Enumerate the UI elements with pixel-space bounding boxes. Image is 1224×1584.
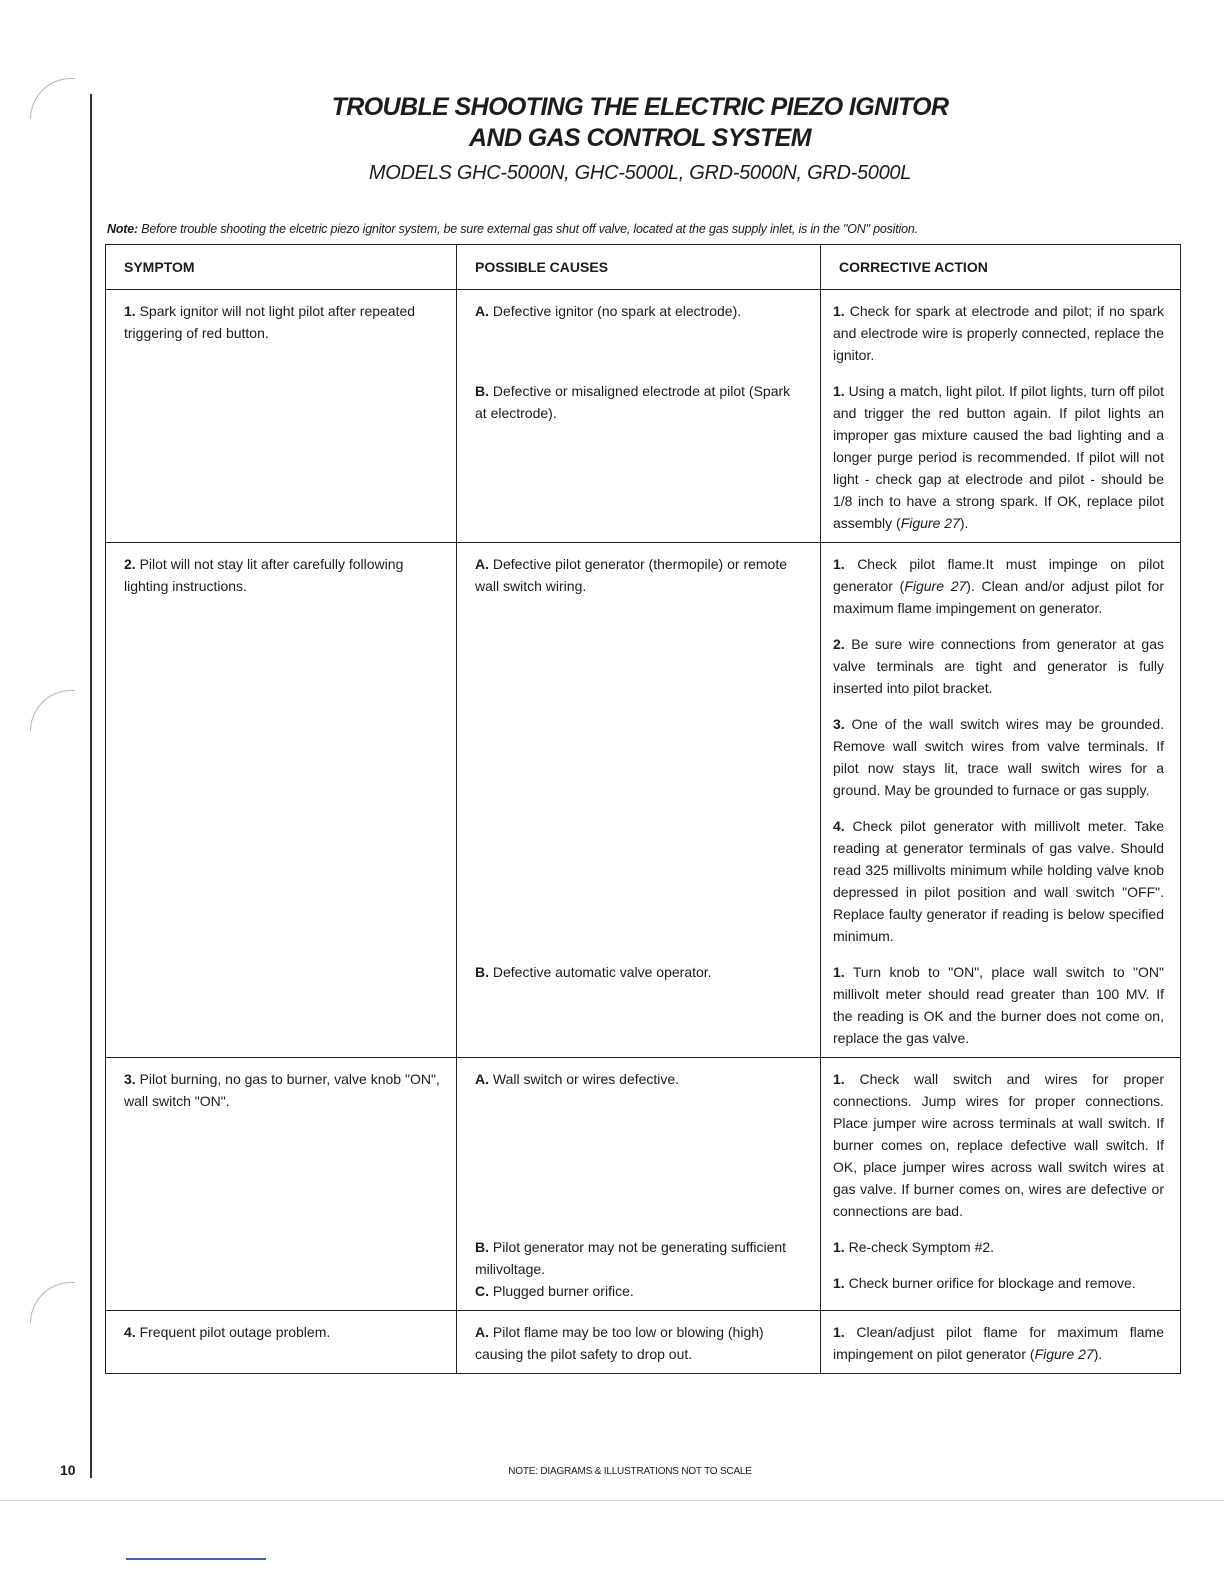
action-text: Re-check Symptom #2. bbox=[848, 1239, 995, 1255]
page-number: 10 bbox=[60, 1462, 76, 1478]
table-row bbox=[106, 1311, 1181, 1374]
cause-label: A. bbox=[475, 303, 489, 319]
troubleshooting-table bbox=[105, 244, 1181, 1374]
models-line: MODELS GHC-5000N, GHC-5000L, GRD-5000N, GRD-5000L bbox=[368, 162, 912, 184]
action-cell bbox=[821, 1311, 1181, 1374]
note bbox=[107, 222, 1207, 236]
cause-label: C. bbox=[475, 1283, 489, 1299]
corrective-action bbox=[833, 1068, 1164, 1222]
action-suffix: ). bbox=[1093, 1346, 1103, 1362]
cause bbox=[475, 961, 805, 983]
corrective-action bbox=[833, 1272, 1164, 1294]
cause-label: A. bbox=[475, 1324, 489, 1340]
action-label: 3. bbox=[833, 716, 845, 732]
corrective-action bbox=[833, 961, 1164, 1049]
corrective-action bbox=[833, 1236, 1164, 1258]
action-label: 1. bbox=[833, 383, 845, 399]
cause-spacer bbox=[475, 1090, 805, 1236]
action-text: Be sure wire connections from generator at gas valve terminals are tight and generator is fully inserted into pilot bracket. bbox=[833, 636, 1165, 696]
symptom-text: Pilot burning, no gas to burner, valve knob "ON", wall switch "ON". bbox=[124, 1071, 440, 1109]
table-row bbox=[106, 543, 1181, 1058]
corrective-action bbox=[833, 815, 1164, 947]
binder-hole-middle bbox=[30, 690, 75, 731]
corrective-action bbox=[833, 1321, 1164, 1365]
action-text: Check pilot flame.It must impinge on pilot generator ( bbox=[833, 556, 1165, 594]
bottom-rule bbox=[0, 1500, 1224, 1501]
margin-rule bbox=[90, 94, 92, 1478]
corrective-action bbox=[833, 713, 1164, 801]
causes-cell bbox=[457, 290, 821, 543]
action-label: 1. bbox=[833, 1239, 845, 1255]
action-text: Check pilot generator with millivolt meter. Take reading at generator terminals of gas valve. Should read 325 millivolts minimum while holding valve knob depressed in pilot position and wall switch "OFF". Replace faulty generator if reading is below specified minimum. bbox=[833, 818, 1164, 944]
symptom bbox=[124, 1068, 441, 1112]
footer-note: NOTE: DIAGRAMS & ILLUSTRATIONS NOT TO SCALE bbox=[508, 1466, 752, 1477]
symptom-cell bbox=[106, 1311, 457, 1374]
action-label: 1. bbox=[833, 964, 845, 980]
action-suffix: ). Clean and/or adjust pilot for maximum flame impingement on generator. bbox=[833, 578, 1165, 616]
symptom-text: Frequent pilot outage problem. bbox=[139, 1324, 331, 1340]
figure-reference: Figure 27 bbox=[904, 578, 967, 594]
action-text: Check wall switch and wires for proper connections. Jump wires for proper connections. Place jumper wire across terminals at wall switch. If burner comes on, replace defective wall switch. If OK, place jumper wires across wall switch wires at gas valve. If burner comes on, wires are defective or connections are bad. bbox=[833, 1071, 1164, 1219]
action-text: One of the wall switch wires may be grounded. Remove wall switch wires from valve terminals. If pilot now stays lit, trace wall switch wires for a ground. May be grounded to furnace or gas supply. bbox=[833, 716, 1164, 798]
note-label: Note: bbox=[107, 222, 138, 236]
figure-reference: Figure 27 bbox=[900, 515, 960, 531]
cause-text: Defective or misaligned electrode at pilot (Spark at electrode). bbox=[475, 383, 791, 421]
corrective-action bbox=[833, 633, 1164, 699]
symptom-label: 3. bbox=[124, 1071, 136, 1087]
cause-text: Pilot generator may not be generating sufficient milivoltage. bbox=[475, 1239, 787, 1277]
corrective-action bbox=[833, 300, 1164, 366]
symptom bbox=[124, 300, 441, 344]
cause-text: Plugged burner orifice. bbox=[492, 1283, 634, 1299]
cause-label: B. bbox=[475, 383, 489, 399]
symptom-cell bbox=[106, 543, 457, 1058]
symptom-label: 2. bbox=[124, 556, 136, 572]
bottom-link-line bbox=[126, 1558, 266, 1560]
cause-label: B. bbox=[475, 1239, 489, 1255]
action-suffix: ). bbox=[959, 515, 969, 531]
symptom-cell bbox=[106, 290, 457, 543]
cause-label: B. bbox=[475, 964, 489, 980]
action-cell bbox=[821, 290, 1181, 543]
action-text: Clean/adjust pilot flame for maximum flame impingement on pilot generator ( bbox=[833, 1324, 1165, 1362]
header-corrective-action: CORRECTIVE ACTION bbox=[821, 245, 1181, 290]
causes-cell bbox=[457, 543, 821, 1058]
cause-text: Defective ignitor (no spark at electrode). bbox=[492, 303, 742, 319]
action-text: Using a match, light pilot. If pilot lights, turn off pilot and trigger the red button again. If pilot lights an improper gas mixture caused the bad lighting and a longer purge period is recommended. If pilot will not light - check gap at electrode and pilot - should be 1/8 inch to have a strong spark. If OK, replace pilot assembly ( bbox=[833, 383, 1164, 531]
action-label: 1. bbox=[833, 1071, 845, 1087]
cause-label: A. bbox=[475, 1071, 489, 1087]
cause-spacer bbox=[475, 597, 805, 961]
action-cell bbox=[821, 1058, 1181, 1311]
symptom bbox=[124, 1321, 441, 1343]
causes-cell bbox=[457, 1058, 821, 1311]
table-body bbox=[106, 290, 1181, 1374]
symptom bbox=[124, 553, 441, 597]
table-row bbox=[106, 290, 1181, 543]
action-cell bbox=[821, 543, 1181, 1058]
cause-text: Defective automatic valve operator. bbox=[492, 964, 712, 980]
page-subtitle: AND GAS CONTROL SYSTEM bbox=[469, 124, 811, 152]
cause bbox=[475, 380, 805, 424]
symptom-cell bbox=[106, 1058, 457, 1311]
cause bbox=[475, 1280, 805, 1302]
figure-reference: Figure 27 bbox=[1034, 1346, 1094, 1362]
cause bbox=[475, 553, 805, 597]
action-label: 1. bbox=[833, 556, 845, 572]
cause-label: A. bbox=[475, 556, 489, 572]
cause-spacer bbox=[475, 322, 805, 380]
header-possible-causes: POSSIBLE CAUSES bbox=[457, 245, 821, 290]
action-label: 1. bbox=[833, 303, 845, 319]
cause-text: Defective pilot generator (thermopile) or remote wall switch wiring. bbox=[475, 556, 788, 594]
symptom-label: 1. bbox=[124, 303, 136, 319]
action-label: 1. bbox=[833, 1275, 845, 1291]
cause bbox=[475, 1321, 805, 1365]
table-header-row bbox=[106, 245, 1181, 290]
cause bbox=[475, 300, 805, 322]
symptom-text: Pilot will not stay lit after carefully following lighting instructions. bbox=[124, 556, 404, 594]
page-title: TROUBLE SHOOTING THE ELECTRIC PIEZO IGNITOR bbox=[331, 93, 949, 121]
symptom-label: 4. bbox=[124, 1324, 136, 1340]
action-label: 2. bbox=[833, 636, 845, 652]
binder-hole-bottom bbox=[30, 1282, 75, 1323]
action-label: 4. bbox=[833, 818, 845, 834]
header-symptom: SYMPTOM bbox=[106, 245, 457, 290]
corrective-action bbox=[833, 380, 1164, 534]
cause-text: Wall switch or wires defective. bbox=[492, 1071, 680, 1087]
note-text: Before trouble shooting the elcetric piezo ignitor system, be sure external gas shut off valve, located at the gas supply inlet, is in the "ON" position. bbox=[141, 222, 918, 236]
action-label: 1. bbox=[833, 1324, 845, 1340]
cause bbox=[475, 1068, 805, 1090]
title-block bbox=[100, 92, 1180, 190]
cause bbox=[475, 1236, 805, 1280]
symptom-text: Spark ignitor will not light pilot after repeated triggering of red button. bbox=[124, 303, 416, 341]
binder-hole-top bbox=[30, 78, 75, 119]
action-text: Turn knob to "ON", place wall switch to "ON" millivolt meter should read greater than 100 MV. If the reading is OK and the burner does not come on, replace the gas valve. bbox=[833, 964, 1164, 1046]
action-text: Check for spark at electrode and pilot; if no spark and electrode wire is properly connected, replace the ignitor. bbox=[833, 303, 1164, 363]
action-text: Check burner orifice for blockage and remove. bbox=[848, 1275, 1136, 1291]
causes-cell bbox=[457, 1311, 821, 1374]
cause-text: Pilot flame may be too low or blowing (high) causing the pilot safety to drop out. bbox=[475, 1324, 764, 1362]
table-row bbox=[106, 1058, 1181, 1311]
corrective-action bbox=[833, 553, 1164, 619]
